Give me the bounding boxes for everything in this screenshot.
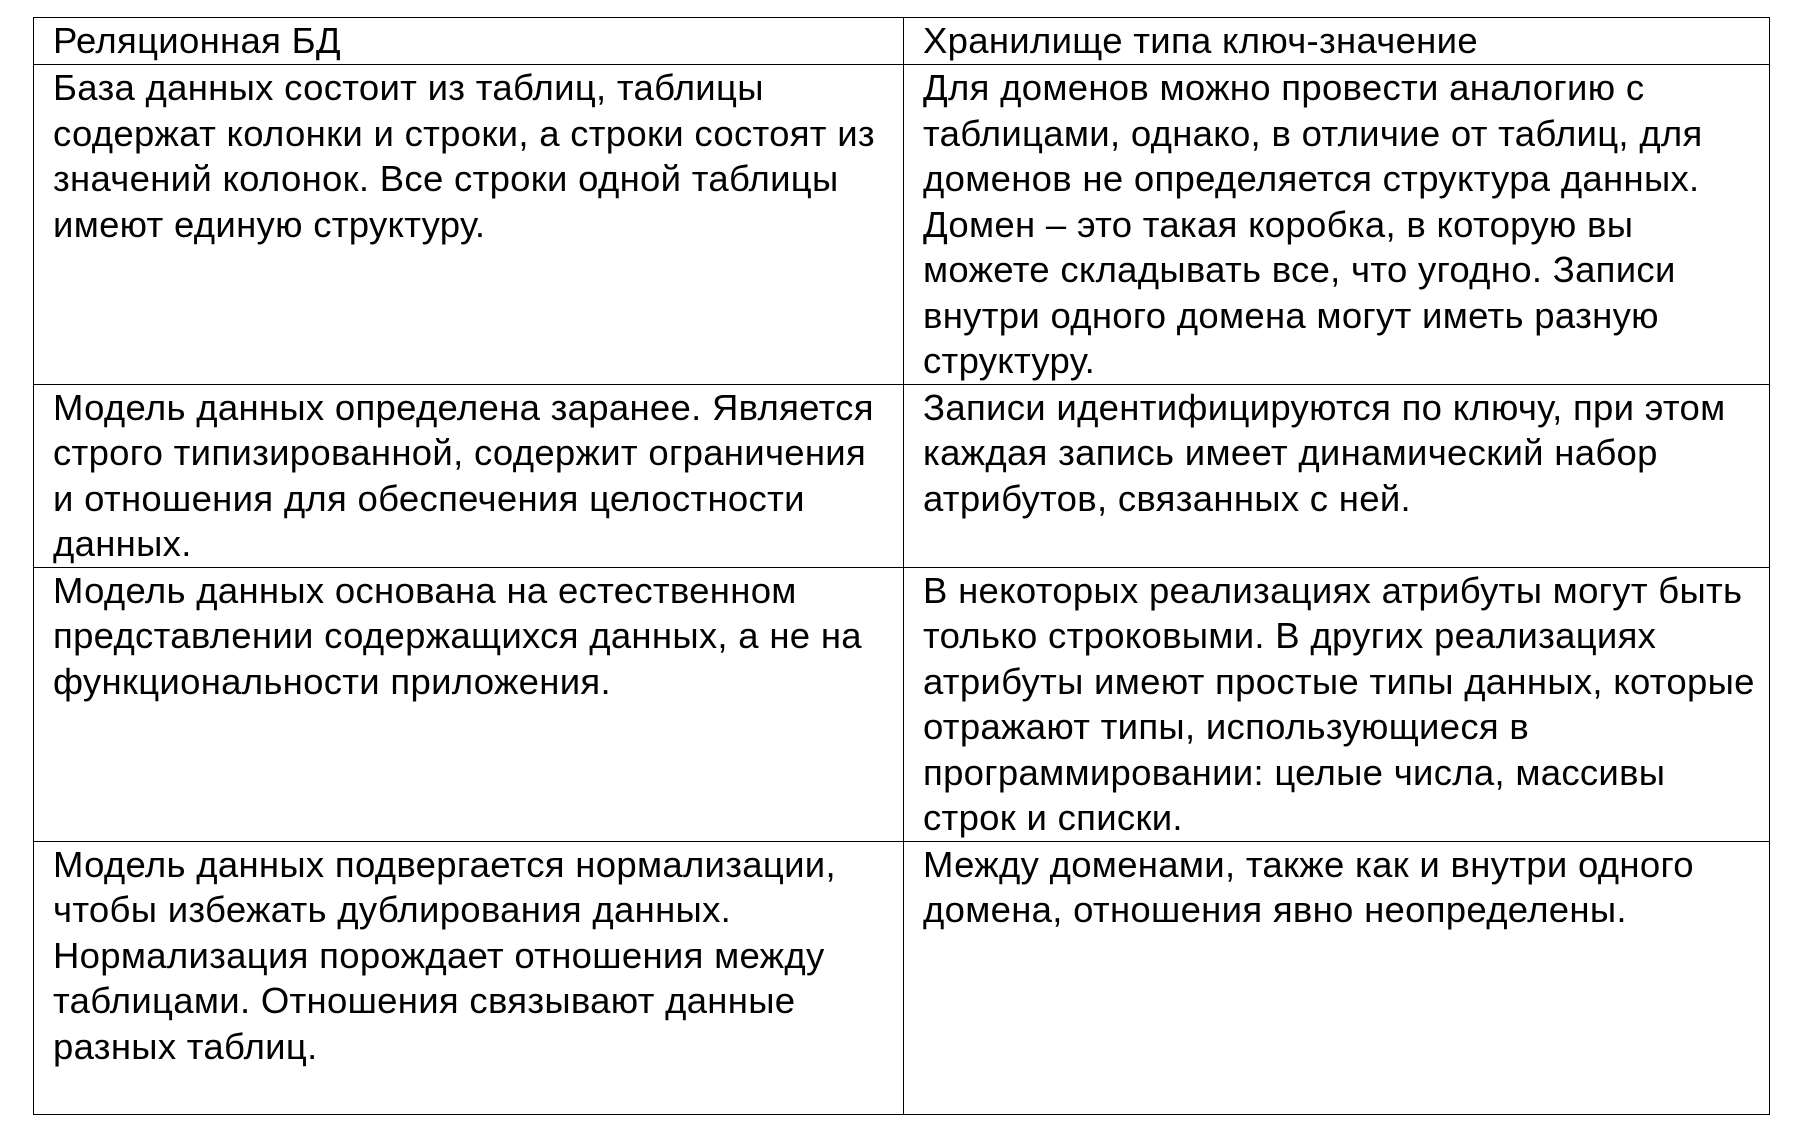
cell-key-value: Между доменами, также как и внутри одного домена, отношения явно неопределены. [904,841,1770,1114]
cell-key-value: Для доменов можно провести аналогию с таблицами, однако, в отличие от таблиц, для доменов не определяется структура данных. Домен – это такая коробка, в которую вы можете складывать все, что угодно. Записи внутри одного домена могут иметь разную структуру. [904,65,1770,385]
cell-relational: Модель данных подвергается нормализации, чтобы избежать дублирования данных. Нормализация порождает отношения между таблицами. Отношения связывают данные разных таблиц. [34,841,904,1114]
cell-relational: Модель данных определена заранее. Является строго типизированной, содержит ограничения и отношения для обеспечения целостности данных. [34,384,904,567]
comparison-table [33,17,1770,1115]
table-row [34,384,1770,567]
header-relational-db: Реляционная БД [34,18,904,65]
table-header-row [34,18,1770,65]
cell-relational: Модель данных основана на естественном представлении содержащихся данных, а не на функциональности приложения. [34,567,904,841]
header-key-value-store: Хранилище типа ключ-значение [904,18,1770,65]
table-row [34,65,1770,385]
cell-relational: База данных состоит из таблиц, таблицы содержат колонки и строки, а строки состоят из значений колонок. Все строки одной таблицы имеют единую структуру. [34,65,904,385]
cell-key-value: Записи идентифицируются по ключу, при этом каждая запись имеет динамический набор атрибутов, связанных с ней. [904,384,1770,567]
table-row [34,567,1770,841]
cell-key-value: В некоторых реализациях атрибуты могут быть только строковыми. В других реализациях атрибуты имеют простые типы данных, которые отражают типы, использующиеся в программировании: целые числа, массивы строк и списки. [904,567,1770,841]
table-row [34,841,1770,1114]
